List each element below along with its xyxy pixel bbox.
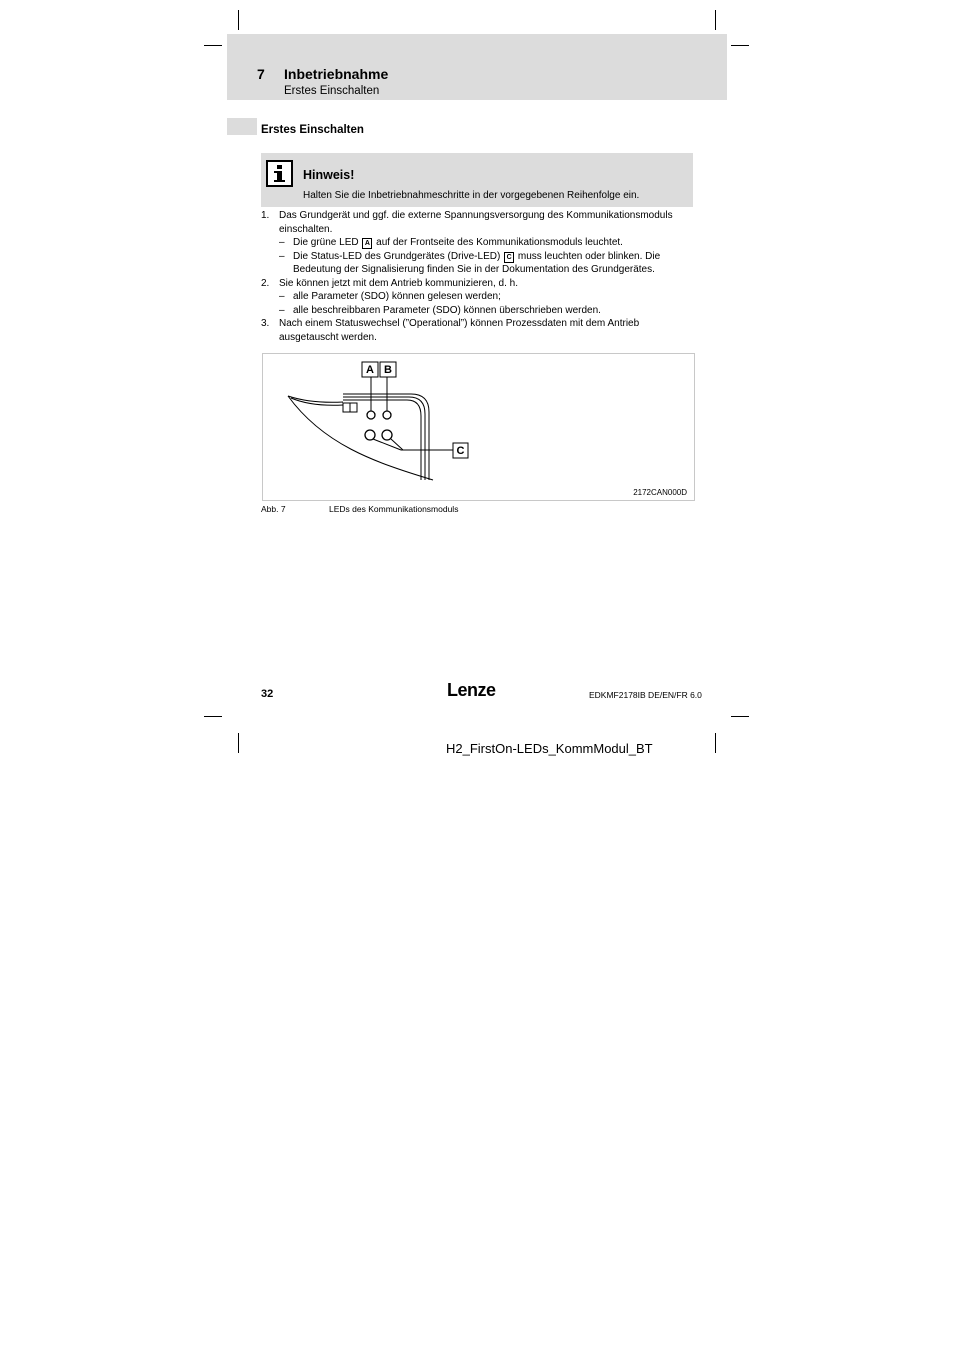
led-c2 [382,430,392,440]
sub-item [279,304,701,318]
step-number: 2. [261,277,270,289]
housing-curve [288,396,433,480]
label-a: A [366,364,374,376]
sub-text: Die Status-LED des Grundgerätes (Drive-LED) [293,250,501,262]
note-text: Halten Sie die Inbetriebnahmeschritte in der vorgegebenen Reihenfolge ein. [303,190,640,201]
module-drawing [263,354,694,500]
sub-text: alle beschreibbaren Parameter (SDO) können überschrieben werden. [293,304,601,316]
note-title: Hinweis! [303,168,355,182]
steps-list [261,209,701,344]
step-text: Das Grundgerät und ggf. die externe Spannungsversorgung des Kommunikationsmoduls einschalten. [279,210,673,235]
list-item [261,277,701,318]
section-marker [227,118,257,135]
marker-a: A [362,238,372,249]
crop-mark [731,716,749,717]
chapter-title: Inbetriebnahme [284,66,389,82]
step-number: 3. [261,318,270,329]
step-text: Sie können jetzt mit dem Antrieb kommunizieren, d. h. [279,277,519,289]
led-b [383,411,391,419]
caption-text: LEDs des Kommunikationsmoduls [329,504,459,514]
caption-number: Abb. 7 [261,504,286,514]
document-code: EDKMF2178IB DE/EN/FR 6.0 [589,690,702,700]
sub-text: alle Parameter (SDO) können gelesen werden; [293,291,501,302]
crop-mark [204,45,222,46]
sub-text: Die grüne LED [293,237,359,248]
label-c: C [456,445,465,457]
page-number: 32 [261,688,274,700]
crop-mark [731,45,749,46]
sub-item [279,290,701,304]
lenze-logo: Lenze [447,680,496,700]
crop-mark [238,733,239,753]
sub-item [279,250,701,277]
dash: – [279,250,285,262]
list-item [261,209,701,277]
figure [262,353,695,501]
sub-text: muss leuchten oder blinken. Die Bedeutung der Signalisierung finden Sie in der Dokumentation des Grundgerätes. [293,250,661,275]
dash: – [279,237,285,248]
led-c1 [365,430,375,440]
figure-code: 2172CAN000D [633,488,687,497]
footer-label: H2_FirstOn-LEDs_KommModul_BT [446,741,653,756]
crop-mark [238,10,239,30]
dash: – [279,304,285,316]
crop-mark [204,716,222,717]
list-item [261,317,701,344]
crop-mark [715,733,716,753]
sub-item [279,236,701,250]
step-number: 1. [261,210,270,221]
led-a [367,411,375,419]
info-icon [266,160,293,187]
section-title: Erstes Einschalten [261,124,364,136]
marker-c: C [504,252,514,263]
chapter-number: 7 [257,66,265,82]
crop-mark [715,10,716,30]
sub-text: auf der Frontseite des Kommunikationsmoduls leuchtet. [376,237,623,248]
label-b: B [384,364,392,376]
step-text: Nach einem Statuswechsel (”Operational”) können Prozessdaten mit dem Antrieb ausgetauscht werden. [279,318,640,343]
chapter-subtitle: Erstes Einschalten [284,85,380,97]
dash: – [279,291,285,302]
